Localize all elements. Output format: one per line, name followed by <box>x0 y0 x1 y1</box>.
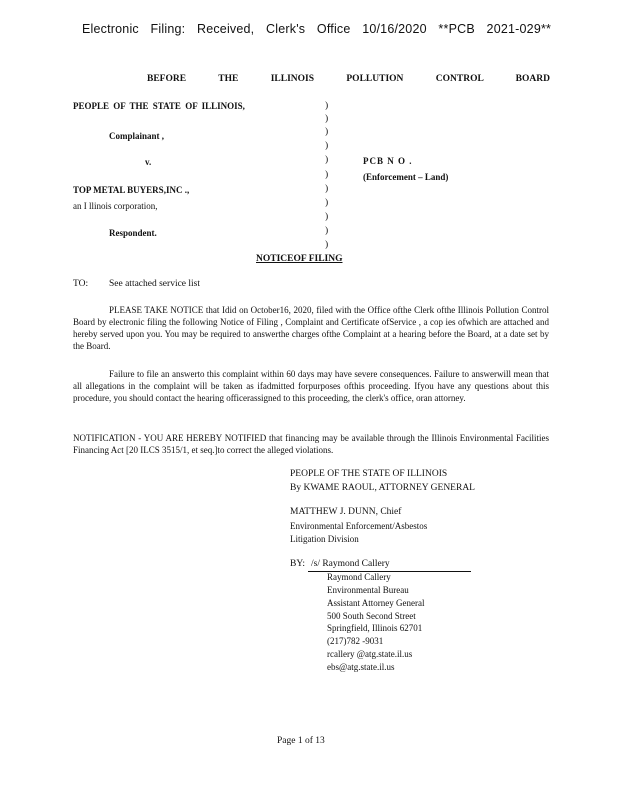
notice-paragraph-text: PLEASE TAKE NOTICE that Idid on October16, 2020, filed with the Office ofthe Clerk ofthe Illinois Pollution Control Board by electronic filing the following Notice of Filing , Complaint and Certificate ofService , a cop ies ofwhich are attached and hereby served upon you. You may be required to answerthe charges ofthe Complaint at a hearing before the Board, at a date set by the Board. <box>73 305 549 351</box>
board-caption-title: BEFORE THE ILLINOIS POLLUTION CONTROL BOARD <box>147 74 550 84</box>
respondent-description: an I llinois corporation, <box>73 201 158 211</box>
to-label: TO: <box>73 279 89 289</box>
case-type-label: (Enforcement – Land) <box>363 172 449 182</box>
caption-paren: ) <box>325 240 329 250</box>
caption-paren: ) <box>325 155 329 165</box>
chief-division-1: Environmental Enforcement/Asbestos <box>290 521 428 531</box>
respondent-label: Respondent. <box>109 228 157 238</box>
chief-name: MATTHEW J. DUNN, Chief <box>290 507 402 517</box>
chief-division-2: Litigation Division <box>290 534 359 544</box>
signature-party: PEOPLE OF THE STATE OF ILLINOIS <box>290 469 448 479</box>
failure-paragraph-text: Failure to file an answerto this complaint within 60 days may have severe consequences. Failure to answerwill mean that all allegations in the complaint will be taken as ifadmitted forpurposes ofthis proceeding. Ifyou have any questions about this procedure, you should contact the hearing officerassigned to this proceeding, the clerk's office, oran attorney. <box>73 369 549 403</box>
signatory-block-line: Raymond Callery <box>327 572 391 582</box>
respondent-name: TOP METAL BUYERS,INC ., <box>73 185 190 195</box>
people-party-name: PEOPLE OF THE STATE OF ILLINOIS, <box>73 101 245 111</box>
caption-paren: ) <box>325 141 329 151</box>
to-value: See attached service list <box>109 279 201 289</box>
signatory-email: ebs@atg.state.il.us <box>327 662 395 672</box>
caption-paren: ) <box>325 212 329 222</box>
caption-paren: ) <box>325 114 329 124</box>
notice-of-filing-title: NOTICEOF FILING <box>256 254 343 264</box>
caption-paren: ) <box>325 127 329 137</box>
signatory-block-line: Environmental Bureau <box>327 585 409 595</box>
signatory-block-line: Assistant Attorney General <box>327 598 425 608</box>
versus-label: v. <box>145 157 152 167</box>
signatory-block-line: (217)782 -9031 <box>327 636 384 646</box>
signatory-block-line: Springfield, Illinois 62701 <box>327 623 423 633</box>
complainant-label: Complainant , <box>109 131 165 141</box>
caption-paren: ) <box>325 101 329 111</box>
efiling-stamp-header: Electronic Filing: Received, Clerk's Office 10/16/2020 **PCB 2021-029** <box>82 22 552 36</box>
failure-paragraph <box>73 368 549 404</box>
pcb-number-label: PCB N O . <box>363 156 413 166</box>
caption-paren: ) <box>325 184 329 194</box>
signatory-block-line: 500 South Second Street <box>327 611 416 621</box>
caption-paren: ) <box>325 170 329 180</box>
electronic-signature: /s/ Raymond Callery <box>311 559 390 569</box>
by-label: BY: <box>290 559 305 569</box>
notification-paragraph: NOTIFICATION - YOU ARE HEREBY NOTIFIED that financing may be available through the Illinois Environmental Facilities Financing Act [20 ILCS 3515/1, et seq.]to correct the alleged violations. <box>73 433 549 455</box>
attorney-general-line: By KWAME RAOUL, ATTORNEY GENERAL <box>290 483 475 493</box>
caption-paren: ) <box>325 226 329 236</box>
notice-paragraph <box>73 304 549 352</box>
signatory-email: rcallery @atg.state.il.us <box>327 649 413 659</box>
page-number: Page 1 of 13 <box>277 736 325 746</box>
caption-paren: ) <box>325 198 329 208</box>
